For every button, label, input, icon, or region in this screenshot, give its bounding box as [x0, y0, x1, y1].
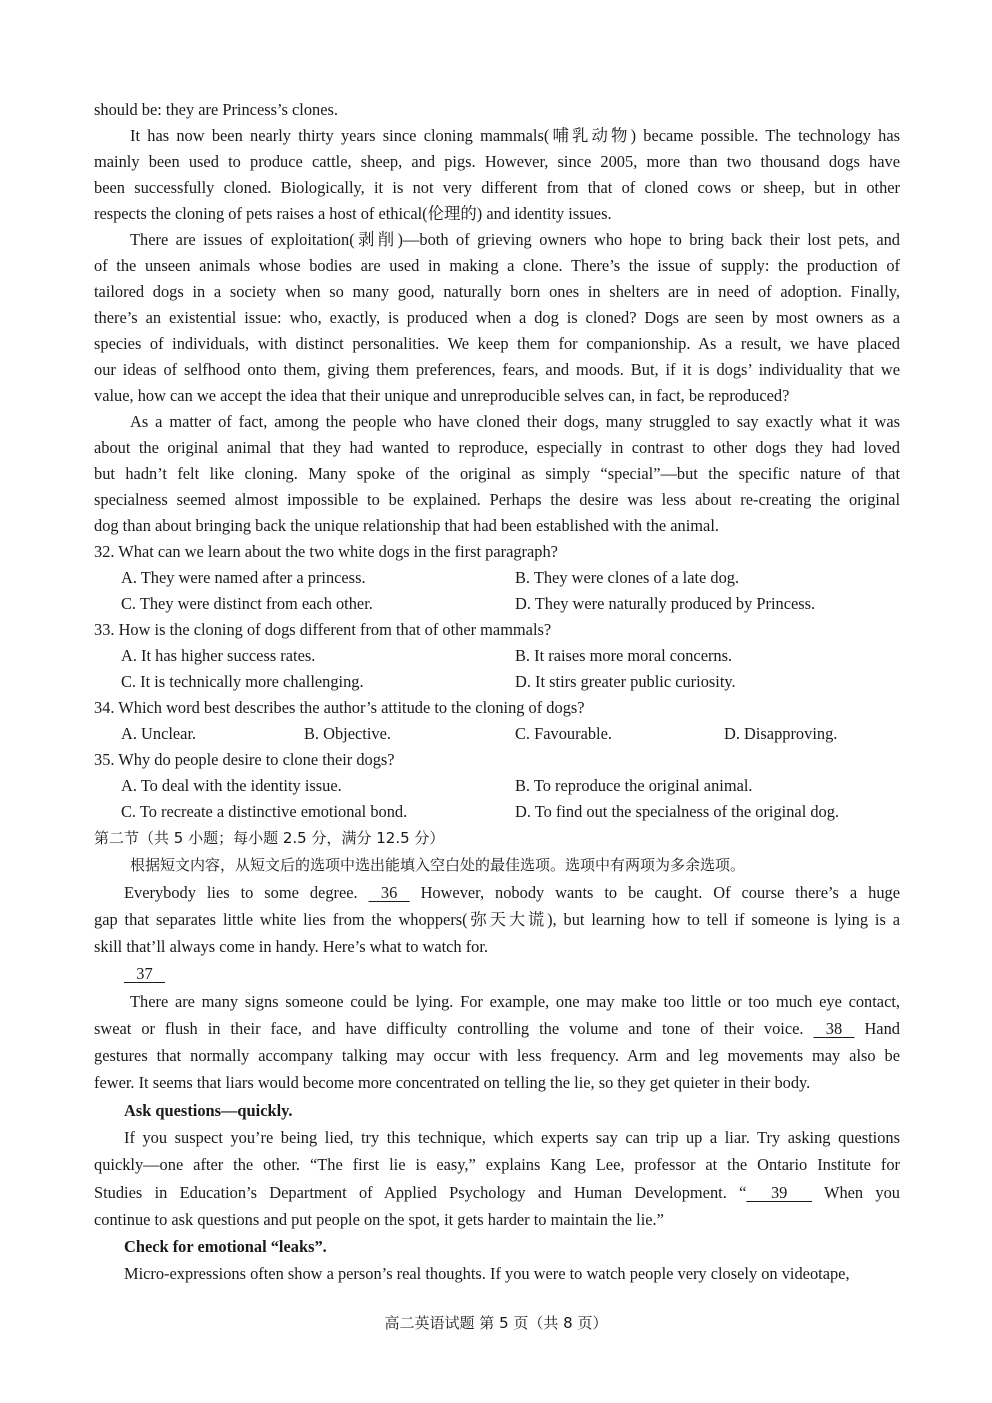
passage-line: There are many signs someone could be lying. For example, one may make too little or too much eye contact,	[130, 992, 900, 1011]
passage-line: Micro-expressions often show a person’s real thoughts. If you were to watch people very closely on videotape,	[124, 1264, 850, 1283]
question-35-option-b: B. To reproduce the original animal.	[515, 776, 753, 795]
passage-line: fewer. It seems that liars would become more concentrated on telling the lie, so they get quieter in their body.	[94, 1073, 811, 1092]
question-34-option-a: A. Unclear.	[121, 724, 197, 743]
question-34-stem: 34. Which word best describes the author’s attitude to the cloning of dogs?	[94, 698, 585, 717]
passage-line: skill that’ll always come in handy. Here’s what to watch for.	[94, 937, 489, 956]
subheading-check-emotional-leaks: Check for emotional “leaks”.	[124, 1237, 327, 1256]
question-32-option-c: C. They were distinct from each other.	[121, 594, 373, 613]
question-35-stem: 35. Why do people desire to clone their dogs?	[94, 750, 395, 769]
passage-line: tailored dogs in a society when so many good, naturally born ones in shelters are in need of adoption. Finally,	[94, 282, 900, 301]
question-34-option-c: C. Favourable.	[515, 724, 612, 743]
question-32-option-b: B. They were clones of a late dog.	[515, 568, 740, 587]
passage-line: quickly—one after the other. “The first lie is easy,” explains Kang Lee, professor at the Ontario Institute for	[94, 1155, 900, 1174]
text-segment: sweat or flush in their face, and have difficulty controlling the volume and tone of their voice.	[94, 1019, 804, 1038]
passage-line: If you suspect you’re being lied, try this technique, which experts say can trip up a liar. Try asking questions	[124, 1128, 900, 1147]
blank-number: 37	[136, 964, 153, 983]
passage-line: There are issues of exploitation(剥削)—both of grieving owners who hope to bring back their lost pets, and	[130, 230, 900, 249]
blank-number: 38	[825, 1019, 843, 1038]
question-33-option-c: C. It is technically more challenging.	[121, 672, 364, 691]
passage-line	[94, 1019, 900, 1039]
passage-line	[124, 964, 900, 984]
text-segment: Everybody lies to some degree.	[124, 883, 358, 902]
passage-line: gap that separates little white lies from the whoppers(弥天大谎), but learning how to tell if someone is lying is a	[94, 910, 900, 929]
passage-line	[124, 883, 900, 903]
question-32-option-a: A. They were named after a princess.	[121, 568, 366, 587]
passage-line: about the original animal that they had wanted to reproduce, especially in contrast to other dogs they had loved	[94, 438, 900, 457]
passage-line: mainly been used to produce cattle, sheep, and pigs. However, since 2005, more than two thousand dogs have	[94, 152, 900, 171]
section-instruction: 根据短文内容，从短文后的选项中选出能填入空白处的最佳选项。选项中有两项为多余选项。	[130, 856, 746, 874]
question-35-option-a: A. To deal with the identity issue.	[121, 776, 342, 795]
passage-line: It has now been nearly thirty years since cloning mammals(哺乳动物) became possible. The technology has	[130, 126, 900, 145]
passage-line: species of individuals, with distinct personalities. We keep them for companionship. As a result, we have placed	[94, 334, 900, 353]
passage-line: specialness seemed almost impossible to be explained. Perhaps the desire was less about re-creating the original	[94, 490, 900, 509]
text-segment: However, nobody wants to be caught. Of course there’s a huge	[420, 883, 900, 902]
text-segment: Studies in Education’s Department of Applied Psychology and Human Development. “	[94, 1183, 747, 1202]
question-34-option-d: D. Disapproving.	[724, 724, 838, 743]
blank-38[interactable]	[813, 1019, 854, 1039]
question-34-option-b: B. Objective.	[304, 724, 391, 743]
blank-number: 36	[380, 883, 398, 902]
text-segment: When you	[823, 1183, 900, 1202]
passage-line: dog than about bringing back the unique relationship that had been established with the animal.	[94, 516, 719, 535]
question-33-option-a: A. It has higher success rates.	[121, 646, 316, 665]
passage-line: there’s an existential issue: who, exactly, is produced when a dog is cloned? Dogs are seen by most owners as a	[94, 308, 900, 327]
section-heading: 第二节（共 5 小题；每小题 2.5 分，满分 12.5 分）	[94, 829, 445, 847]
text-segment: Hand	[864, 1019, 900, 1038]
question-35-option-c: C. To recreate a distinctive emotional bond.	[121, 802, 408, 821]
question-33-stem: 33. How is the cloning of dogs different from that of other mammals?	[94, 620, 552, 639]
blank-36[interactable]	[369, 883, 410, 903]
question-32-option-d: D. They were naturally produced by Princess.	[515, 594, 816, 613]
passage-line: gestures that normally accompany talking may occur with less frequency. Arm and leg movements may also be	[94, 1046, 900, 1065]
question-33-option-b: B. It raises more moral concerns.	[515, 646, 733, 665]
passage-line: respects the cloning of pets raises a host of ethical(伦理的) and identity issues.	[94, 204, 612, 223]
passage-line: but hadn’t felt like cloning. Many spoke of the original as simply “special”—but the specific nature of that	[94, 464, 900, 483]
blank-number: 39	[770, 1183, 788, 1202]
blank-37[interactable]	[124, 964, 165, 984]
passage-line: As a matter of fact, among the people who have cloned their dogs, many struggled to say exactly what it was	[130, 412, 900, 431]
question-33-option-d: D. It stirs greater public curiosity.	[515, 672, 736, 691]
passage-line: of the unseen animals whose bodies are used in making a clone. There’s the issue of supply: the production of	[94, 256, 900, 275]
blank-39[interactable]	[746, 1183, 812, 1203]
passage-line: continue to ask questions and put people on the spot, it gets harder to maintain the lie.”	[94, 1210, 664, 1229]
passage-line: should be: they are Princess’s clones.	[94, 100, 338, 119]
subheading-ask-questions: Ask questions—quickly.	[124, 1101, 293, 1120]
question-32-stem: 32. What can we learn about the two white dogs in the first paragraph?	[94, 542, 558, 561]
passage-line: value, how can we accept the idea that their unique and unreproducible selves can, in fact, be reproduced?	[94, 386, 790, 405]
page-footer: 高二英语试题 第 5 页（共 8 页）	[384, 1314, 608, 1332]
question-35-option-d: D. To find out the specialness of the original dog.	[515, 802, 840, 821]
passage-line	[94, 1183, 900, 1203]
passage-line: our ideas of selfhood onto them, giving them preferences, fears, and moods. But, if it is dogs’ individuality that we	[94, 360, 900, 379]
passage-line: been successfully cloned. Biologically, it is not very different from that of cloned cows or sheep, but in other	[94, 178, 900, 197]
